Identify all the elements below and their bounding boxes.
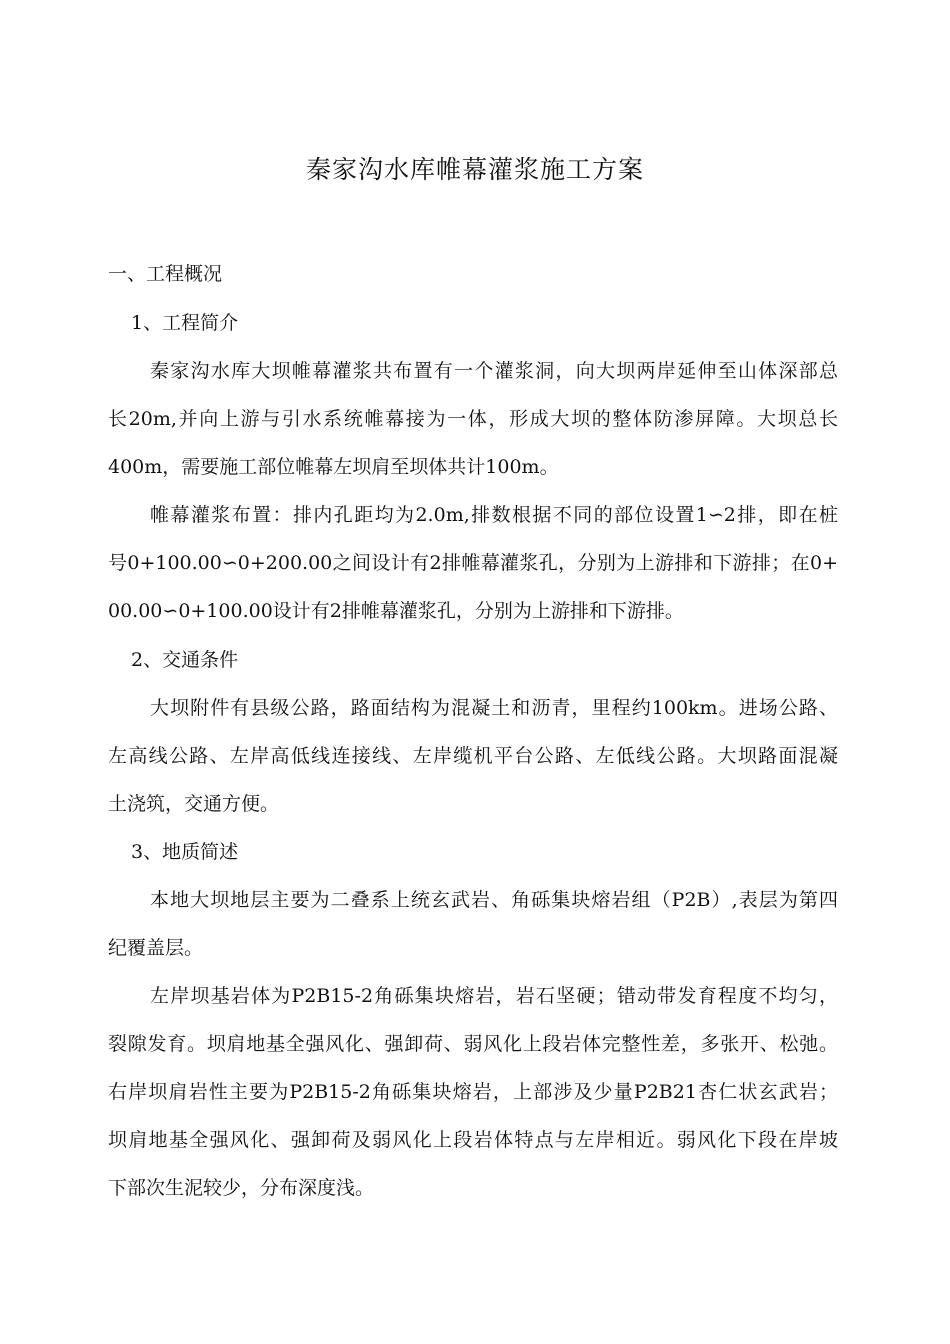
paragraph-line: 00.00∽0+100.00设计有2排帷幕灌浆孔，分别为上游排和下游排。 [108, 600, 684, 622]
section-heading: 一、工程概况 [108, 263, 223, 285]
paragraph-line: 左高线公路、左岸高低线连接线、左岸缆机平台公路、左低线公路。大坝路面混凝 [108, 745, 838, 767]
paragraph-line: 土浇筑，交通方便。 [108, 793, 280, 815]
paragraph-line: 左岸坝基岩体为P2B15-2角砾集块熔岩，岩石坚硬；错动带发育程度不均匀， [150, 985, 838, 1007]
paragraph-line: 400m，需要施工部位帷幕左坝肩至坝体共计100m。 [108, 456, 559, 478]
paragraph-line: 秦家沟水库大坝帷幕灌浆共布置有一个灌浆洞，向大坝两岸延伸至山体深部总 [150, 360, 838, 382]
page-title: 秦家沟水库帷幕灌浆施工方案 [305, 155, 644, 184]
paragraph-line: 下部次生泥较少，分布深度浅。 [108, 1177, 375, 1199]
paragraph-line: 坝肩地基全强风化、强卸荷及弱风化上段岩体特点与左岸相近。弱风化下段在岸坡 [108, 1129, 838, 1151]
subsection-heading: 3、地质简述 [131, 841, 239, 863]
paragraph-line: 长20m,并向上游与引水系统帷幕接为一体，形成大坝的整体防渗屏障。大坝总长 [108, 408, 838, 430]
paragraph-line: 帷幕灌浆布置：排内孔距均为2.0m,排数根据不同的部位设置1∽2排，即在桩 [150, 504, 838, 526]
subsection-heading: 2、交通条件 [131, 649, 239, 671]
paragraph-line: 大坝附件有县级公路，路面结构为混凝土和沥青，里程约100km。进场公路、 [150, 697, 838, 719]
paragraph-line: 纪覆盖层。 [108, 937, 204, 959]
paragraph-line: 右岸坝肩岩性主要为P2B15-2角砾集块熔岩，上部涉及少量P2B21杏仁状玄武岩； [108, 1081, 838, 1103]
subsection-heading: 1、工程简介 [131, 312, 239, 334]
paragraph-line: 本地大坝地层主要为二叠系上统玄武岩、角砾集块熔岩组（P2B）,表层为第四 [150, 889, 838, 911]
paragraph-line: 裂隙发育。坝肩地基全强风化、强卸荷、弱风化上段岩体完整性差，多张开、松弛。 [108, 1033, 838, 1055]
paragraph-line: 号0+100.00∽0+200.00之间设计有2排帷幕灌浆孔，分别为上游排和下游排；在0+ [108, 552, 838, 574]
